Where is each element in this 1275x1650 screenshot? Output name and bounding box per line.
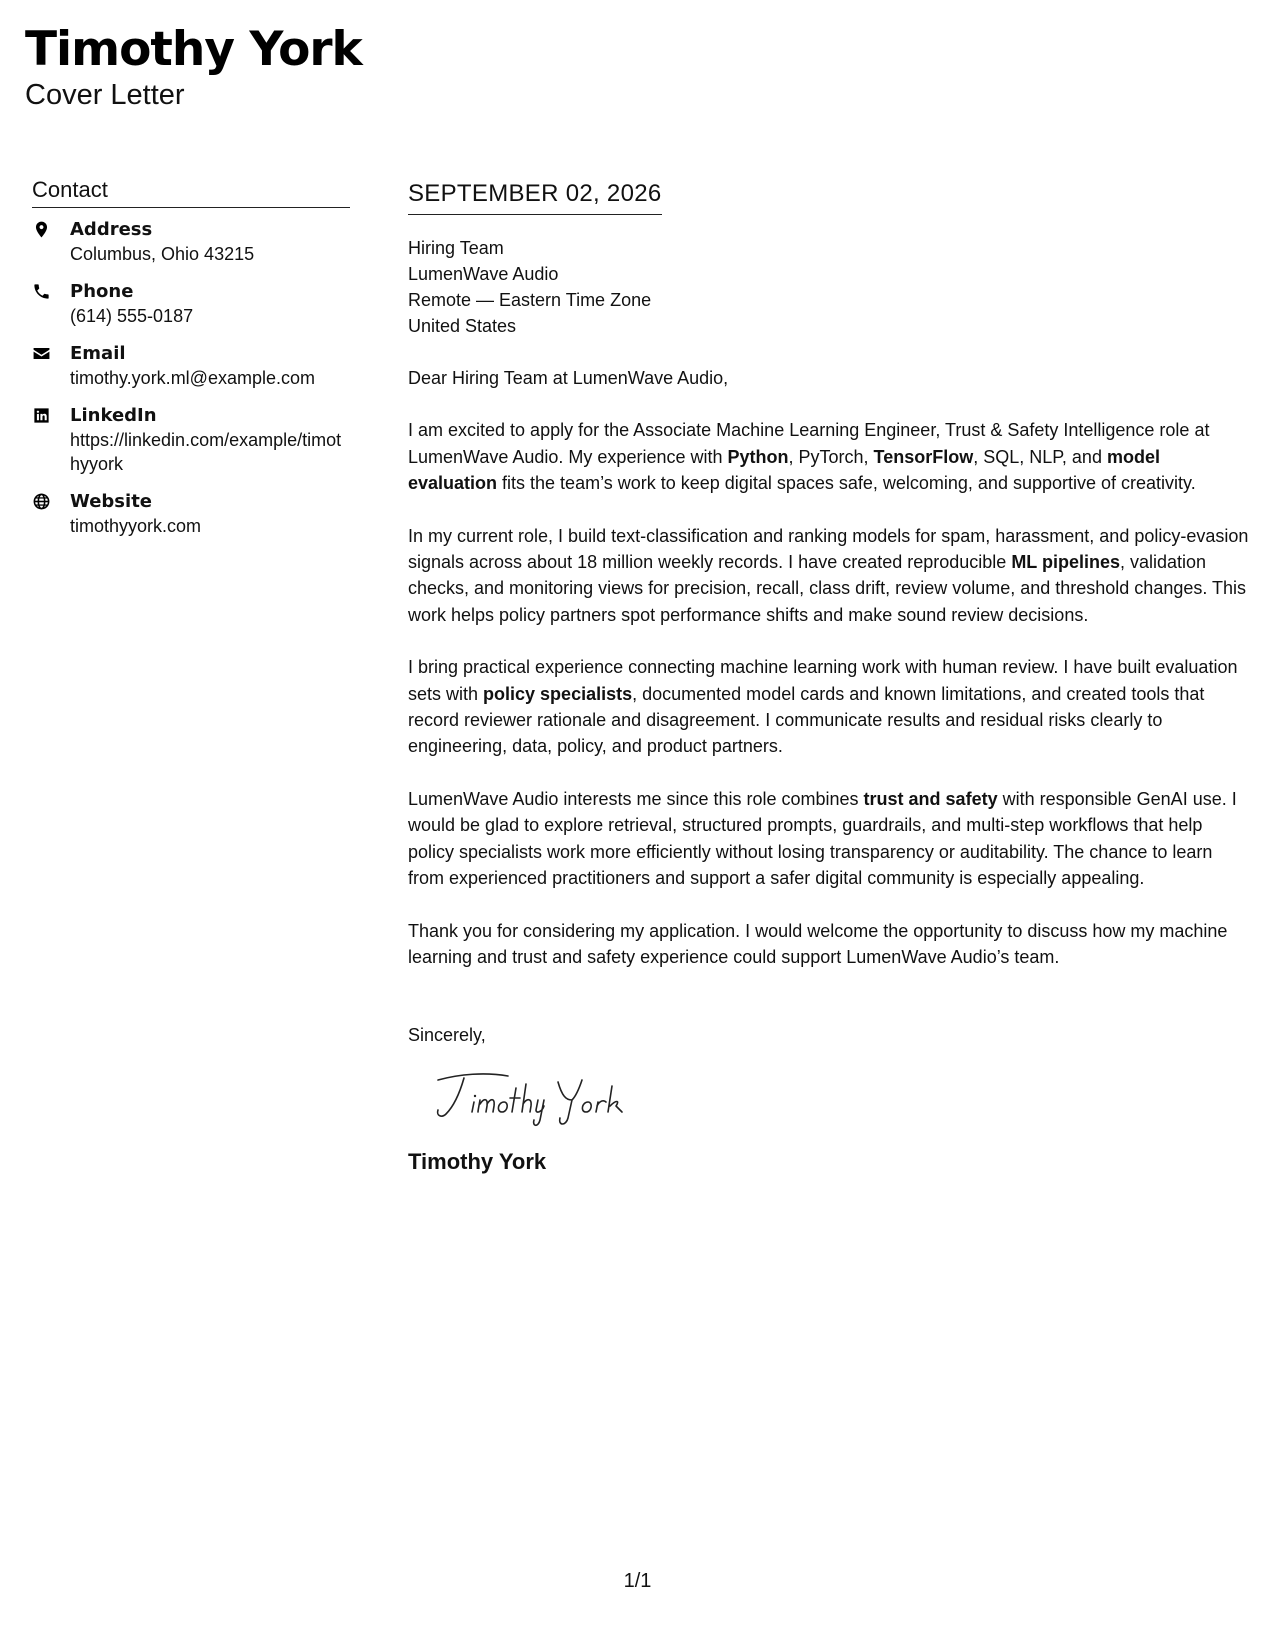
paragraph: Thank you for considering my application. I would welcome the opportunity to discuss how my machine learning and trust and safety experience could support LumenWave Audio’s team. bbox=[408, 920, 1228, 967]
linkedin-icon bbox=[32, 404, 70, 425]
contact-website bbox=[32, 490, 350, 538]
contact-heading: Contact bbox=[32, 176, 350, 208]
page-number: 1/1 bbox=[623, 1570, 652, 1592]
author-name: Timothy York bbox=[25, 22, 362, 77]
contact-label: Address bbox=[70, 219, 153, 240]
email-link[interactable]: timothy.york.ml@example.com bbox=[70, 368, 315, 388]
document-subtitle: Cover Letter bbox=[25, 79, 185, 111]
signer-name: Timothy York bbox=[408, 1149, 547, 1175]
emphasis: TensorFlow bbox=[873, 446, 974, 467]
emphasis: Python bbox=[727, 446, 789, 467]
globe-icon bbox=[32, 490, 70, 511]
contact-label: LinkedIn bbox=[70, 405, 157, 426]
map-pin-icon bbox=[32, 218, 70, 239]
envelope-icon bbox=[32, 342, 70, 363]
recipient-line: LumenWave Audio bbox=[408, 264, 559, 284]
closing: Sincerely, bbox=[408, 1025, 486, 1046]
emphasis: trust and safety bbox=[863, 788, 998, 809]
paragraph: LumenWave Audio interests me since this role combines trust and safety with responsible GenAI use. I would be glad to explore retrieval, structured prompts, guardrails, and multi-step workflows that help policy specialists work more efficiently without losing transparency or auditability. The chance to learn from experienced practitioners and support a safer digital community is especially appealing. bbox=[408, 788, 1237, 889]
contact-label: Phone bbox=[70, 281, 134, 302]
paragraph: I am excited to apply for the Associate Machine Learning Engineer, Trust & Safety Intelligence role at LumenWave Audio. My experience with Python, PyTorch, TensorFlow, SQL, NLP, and model evaluation fits the team’s work to keep digital spaces safe, welcoming, and supportive of creativity. bbox=[408, 420, 1210, 494]
phone-icon bbox=[32, 280, 70, 301]
letter-date: SEPTEMBER 02, 2026 bbox=[408, 178, 662, 215]
recipient-block bbox=[408, 235, 1250, 339]
contact-label: Email bbox=[70, 343, 126, 364]
handwritten-signature bbox=[430, 1066, 650, 1130]
paragraph: In my current role, I build text-classification and ranking models for spam, harassment, and policy-evasion signals across about 18 million weekly records. I have created reproducible ML pipelines, validation checks, and monitoring views for precision, recall, class drift, review volume, and threshold changes. This work helps policy partners spot performance shifts and make sound review decisions. bbox=[408, 525, 1249, 625]
recipient-line: Remote — Eastern Time Zone bbox=[408, 290, 652, 310]
letter-header bbox=[25, 22, 362, 112]
recipient-line: United States bbox=[408, 316, 517, 336]
contact-value: (614) 555-0187 bbox=[70, 306, 194, 326]
contact-email bbox=[32, 342, 350, 390]
letter-body bbox=[408, 178, 1250, 1176]
linkedin-link[interactable]: https://linkedin.com/example/timothyyork bbox=[70, 430, 342, 474]
contact-sidebar bbox=[32, 176, 350, 552]
contact-value: Columbus, Ohio 43215 bbox=[70, 244, 255, 264]
signature-image bbox=[430, 1066, 650, 1130]
salutation: Dear Hiring Team at LumenWave Audio, bbox=[408, 368, 729, 388]
emphasis: policy specialists bbox=[483, 683, 633, 704]
contact-linkedin bbox=[32, 404, 350, 476]
contact-label: Website bbox=[70, 491, 153, 512]
contact-phone bbox=[32, 280, 350, 328]
contact-address bbox=[32, 218, 350, 266]
website-link[interactable]: timothyyork.com bbox=[70, 516, 202, 536]
recipient-line: Hiring Team bbox=[408, 238, 504, 258]
emphasis: ML pipelines bbox=[1011, 552, 1120, 573]
emphasis: model evaluation bbox=[408, 446, 1160, 494]
paragraph: I bring practical experience connecting machine learning work with human review. I have built evaluation sets with policy specialists, documented model cards and known limitations, and created tools that record reviewer rationale and disagreement. I communicate results and residual risks clearly to engineering, data, policy, and product partners. bbox=[408, 657, 1238, 757]
